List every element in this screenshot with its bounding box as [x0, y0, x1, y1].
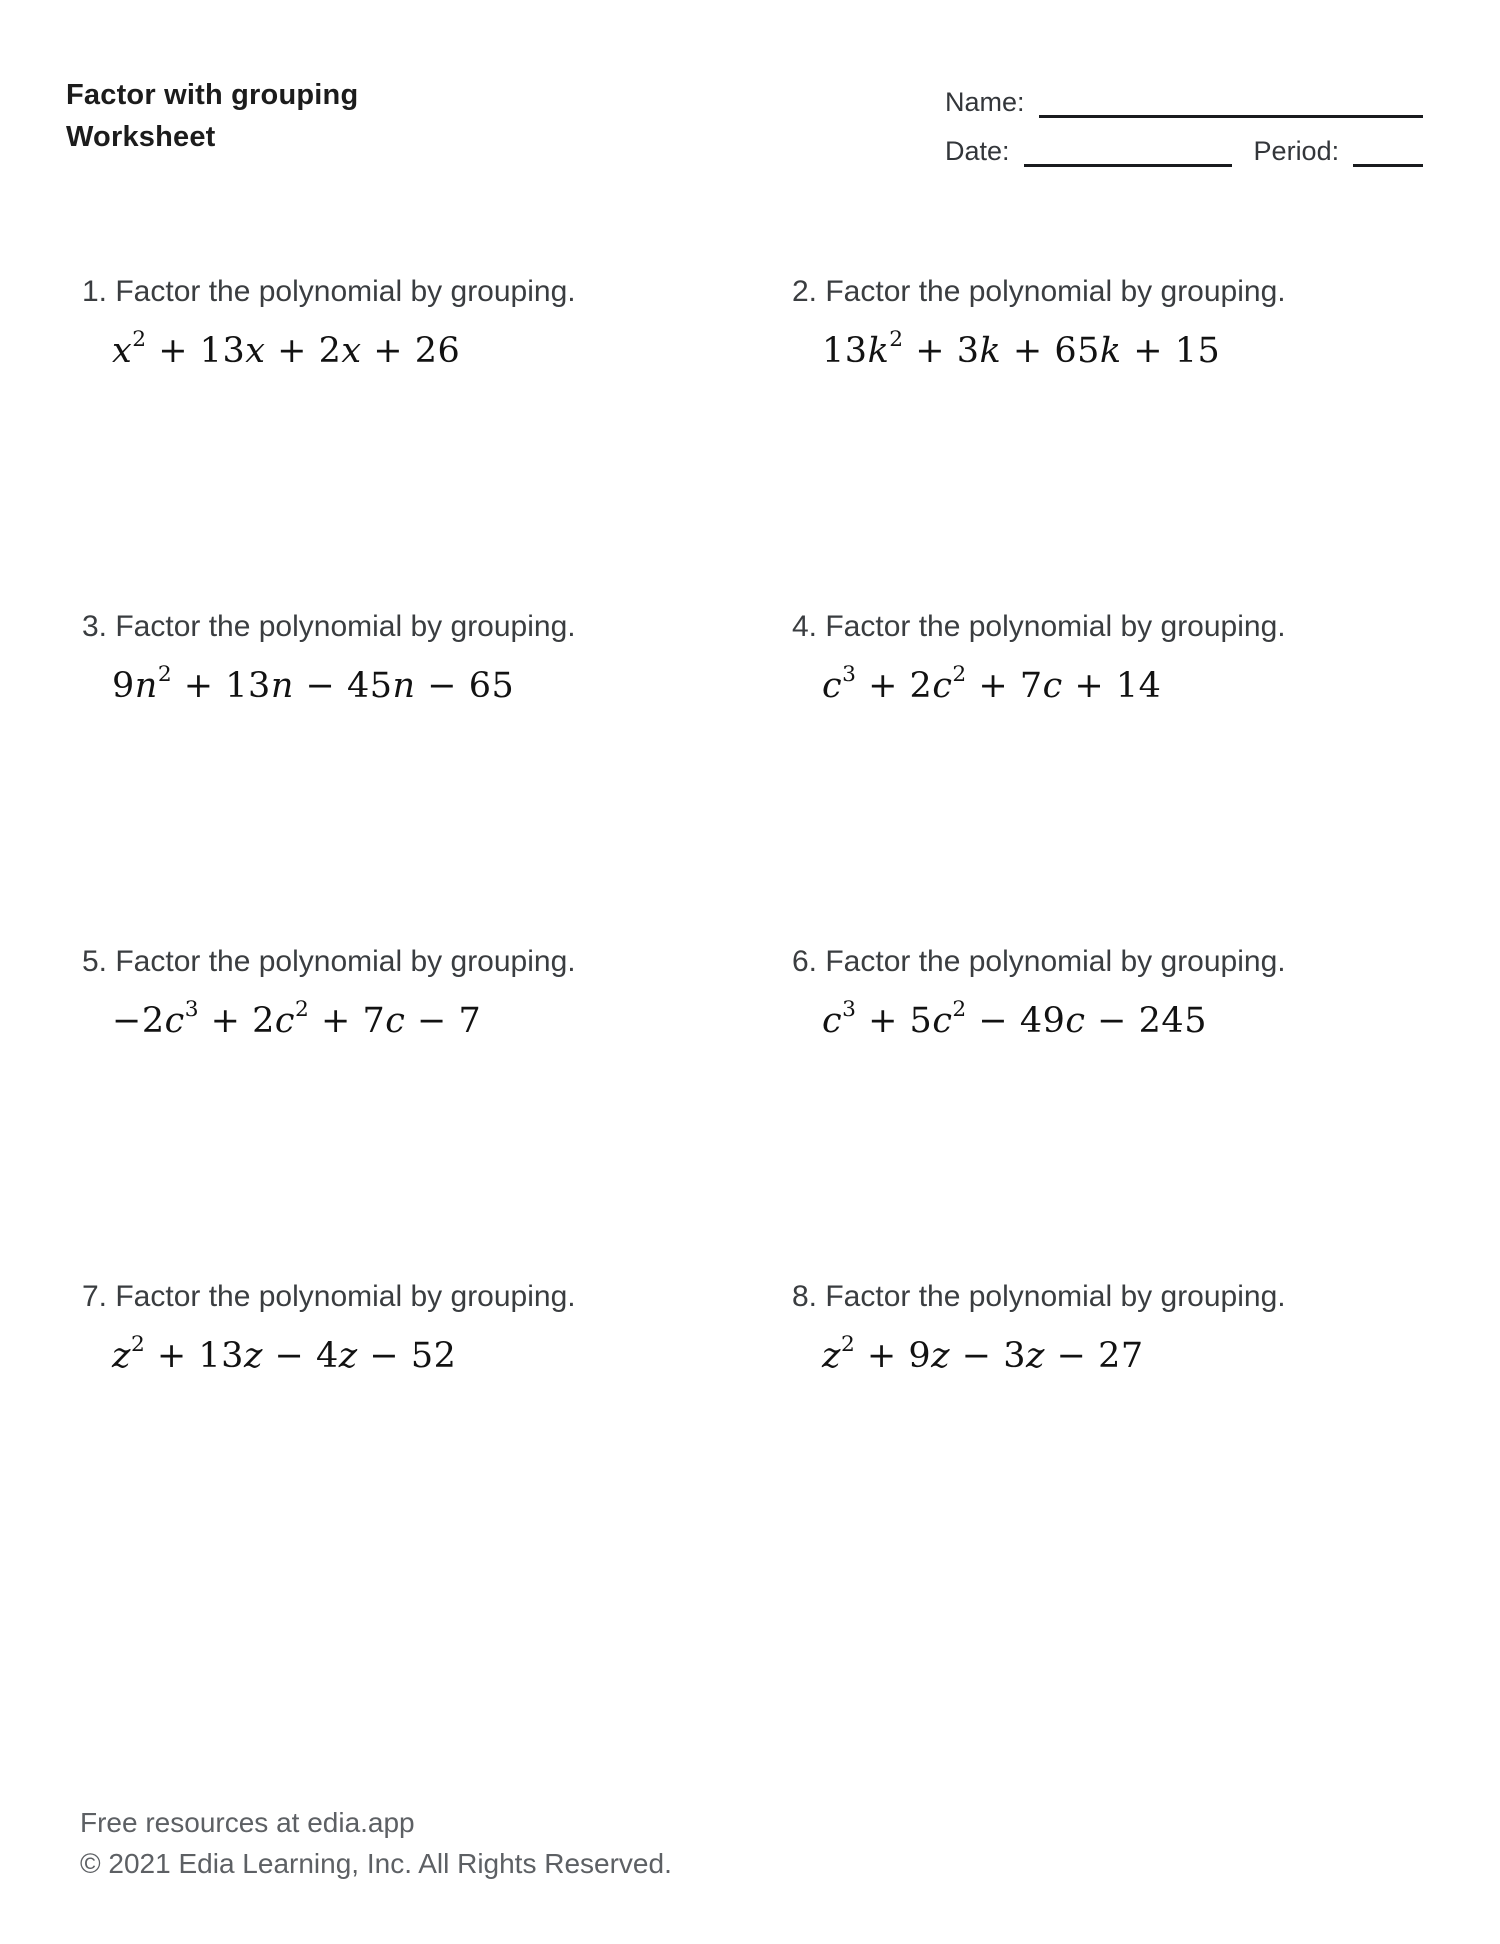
date-period-field-row [945, 135, 1423, 167]
problem-instruction: 6. Factor the polynomial by grouping. [792, 945, 1286, 978]
problem-instruction: 4. Factor the polynomial by grouping. [792, 610, 1286, 643]
name-label: Name: [945, 87, 1025, 117]
page-title-line2: Worksheet [66, 121, 216, 153]
page-title-line1: Factor with grouping [66, 79, 359, 111]
problem-instruction: 2. Factor the polynomial by grouping. [792, 275, 1286, 308]
problem-expression: $13k^2 + 3k + 65k + 15$ [822, 327, 1221, 371]
header-fields [945, 86, 1423, 167]
problem-4 [792, 607, 1438, 942]
footer-resources-text: Free resources at edia.app [80, 1807, 415, 1838]
period-label: Period: [1253, 136, 1340, 166]
problem-instruction: 3. Factor the polynomial by grouping. [82, 610, 576, 643]
footer-copyright-text: © 2021 Edia Learning, Inc. All Rights Reserved. [80, 1848, 672, 1879]
problem-1 [82, 272, 792, 607]
name-blank-line [1039, 89, 1423, 118]
problem-expression: $-2c^3 + 2c^2 + 7c - 7$ [112, 997, 482, 1041]
problem-expression: $c^3 + 2c^2 + 7c + 14$ [822, 662, 1162, 706]
name-field-row [945, 86, 1423, 118]
problem-expression: $z^2 + 9z - 3z - 27$ [822, 1332, 1144, 1376]
problem-instruction: 5. Factor the polynomial by grouping. [82, 945, 576, 978]
problems-grid [82, 272, 1438, 1612]
problem-expression: $x^2 + 13x + 2x + 26$ [112, 327, 461, 371]
page-title [66, 74, 358, 158]
date-blank-line [1024, 138, 1232, 167]
problem-expression: $9n^2 + 13n - 45n - 65$ [112, 662, 515, 706]
problem-instruction: 1. Factor the polynomial by grouping. [82, 275, 576, 308]
problem-5 [82, 942, 792, 1277]
problem-instruction: 7. Factor the polynomial by grouping. [82, 1280, 576, 1313]
date-label: Date: [945, 136, 1010, 166]
problem-3 [82, 607, 792, 942]
problem-expression: $c^3 + 5c^2 - 49c - 245$ [822, 997, 1207, 1041]
problem-2 [792, 272, 1438, 607]
problem-7 [82, 1277, 792, 1612]
page-footer [80, 1802, 672, 1884]
problem-expression: $z^2 + 13z - 4z - 52$ [112, 1332, 457, 1376]
problem-6 [792, 942, 1438, 1277]
problem-8 [792, 1277, 1438, 1612]
problem-instruction: 8. Factor the polynomial by grouping. [792, 1280, 1286, 1313]
period-blank-line [1353, 138, 1423, 167]
